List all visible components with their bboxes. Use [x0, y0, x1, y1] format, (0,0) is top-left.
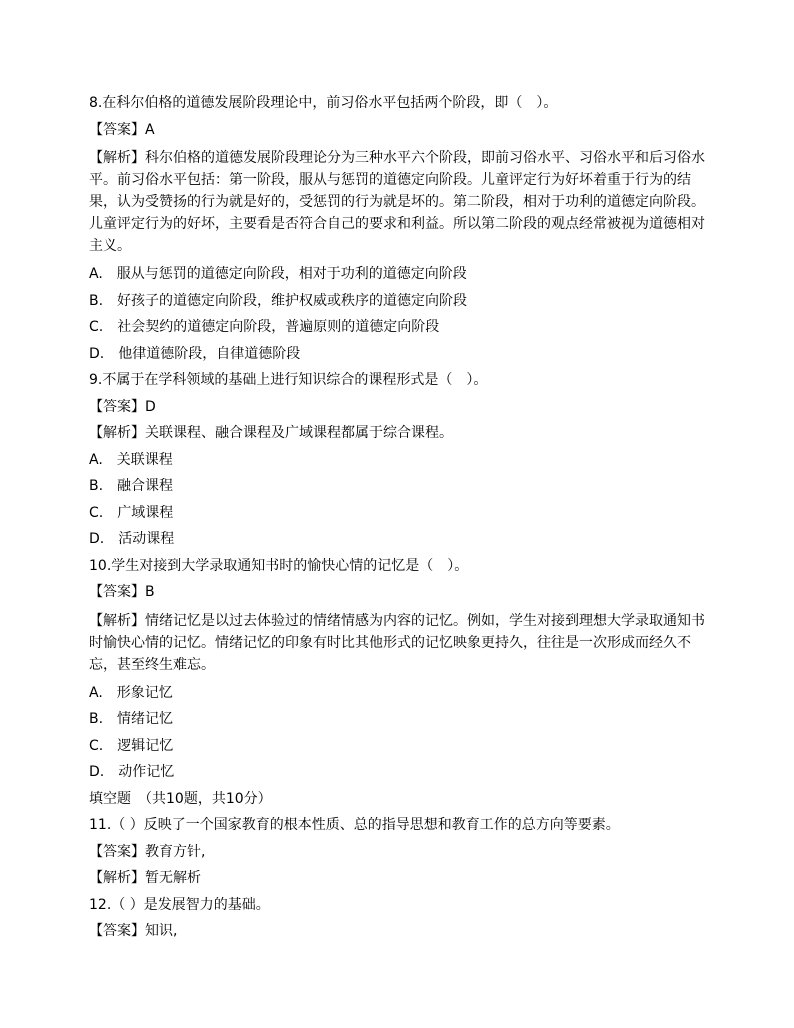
analysis-text: 暂无解析 [145, 870, 201, 886]
answer-12 [89, 918, 709, 945]
analysis-9 [89, 420, 709, 447]
option-9-c: C. 广域课程 [89, 504, 174, 521]
analysis-text: 情绪记忆是以过去体验过的情绪情感为内容的记忆。例如，学生对接到理想大学录取通知书时愉快心情的记忆。情绪记忆的印象有时比其他形式的记忆映象更持久，往往是一次形成而经久不忘，甚至终生难忘。 [89, 612, 705, 673]
option-8-b: B. 好孩子的道德定向阶段，维护权威或秩序的道德定向阶段 [89, 292, 468, 309]
question-8: 8.在科尔伯格的道德发展阶段理论中，前习俗水平包括两个阶段，即（ ）。 [89, 95, 558, 111]
analysis-10 [89, 610, 709, 676]
question-10: 10.学生对接到大学录取通知书时的愉快心情的记忆是（ ）。 [89, 557, 469, 574]
answer-label: 【答案】 [89, 923, 145, 939]
analysis-11 [89, 865, 709, 892]
answer-value: A [145, 121, 155, 138]
analysis-label: 【解析】 [89, 870, 145, 886]
answer-value: 知识, [145, 923, 178, 939]
answer-label: 【答案】 [89, 843, 145, 860]
option-10-b: B. 情绪记忆 [89, 711, 174, 727]
section-heading: 填空题 （共10题，共10分） [89, 790, 272, 807]
option-9-d: D. 活动课程 [89, 531, 175, 547]
answer-label: 【答案】 [89, 121, 145, 138]
analysis-text: 科尔伯格的道德发展阶段理论分为三种水平六个阶段，即前习俗水平、习俗水平和后习俗水平。前习俗水平包括：第一阶段，服从与惩罚的道德定向阶段。儿童评定行为好坏着重于行为的结果，认为受赞扬的行为就是好的，受惩罚的行为就是坏的。第二阶段，相对于功利的道德定向阶段。儿童评定行为的好坏，主要看是否符合自己的要求和利益。所以第二阶段的观点经常被视为道德相对主义。 [89, 150, 705, 254]
answer-label: 【答案】 [89, 584, 145, 600]
answer-value: D [145, 398, 156, 415]
option-9-b: B. 融合课程 [89, 478, 174, 494]
option-8-d: D. 他律道德阶段，自律道德阶段 [89, 345, 301, 362]
analysis-label: 【解析】 [89, 425, 145, 441]
answer-8 [89, 117, 709, 144]
answer-10 [89, 579, 709, 606]
option-9-a: A. 关联课程 [89, 451, 173, 468]
question-11: 11.（ ）反映了一个国家教育的根本性质、总的指导思想和教育工作的总方向等要素。 [89, 817, 620, 833]
option-10-a: A. 形象记忆 [89, 684, 173, 701]
answer-value: B [145, 584, 155, 600]
answer-value: 教育方针, [145, 843, 206, 860]
analysis-text: 关联课程、融合课程及广域课程都属于综合课程。 [145, 425, 453, 441]
answer-11 [89, 839, 709, 866]
answer-9 [89, 394, 709, 421]
question-12: 12.（ ）是发展智力的基础。 [89, 896, 270, 913]
analysis-label: 【解析】 [89, 612, 145, 629]
content [89, 90, 709, 945]
analysis-8 [89, 147, 709, 257]
analysis-label: 【解析】 [89, 150, 145, 166]
option-10-d: D. 动作记忆 [89, 764, 175, 780]
option-8-a: A. 服从与惩罚的道德定向阶段，相对于功利的道德定向阶段 [89, 266, 467, 282]
option-10-c: C. 逻辑记忆 [89, 737, 174, 754]
question-9: 9.不属于在学科领域的基础上进行知识综合的课程形式是（ ）。 [89, 372, 488, 388]
answer-label: 【答案】 [89, 398, 145, 415]
option-8-c: C. 社会契约的道德定向阶段，普遍原则的道德定向阶段 [89, 319, 440, 335]
